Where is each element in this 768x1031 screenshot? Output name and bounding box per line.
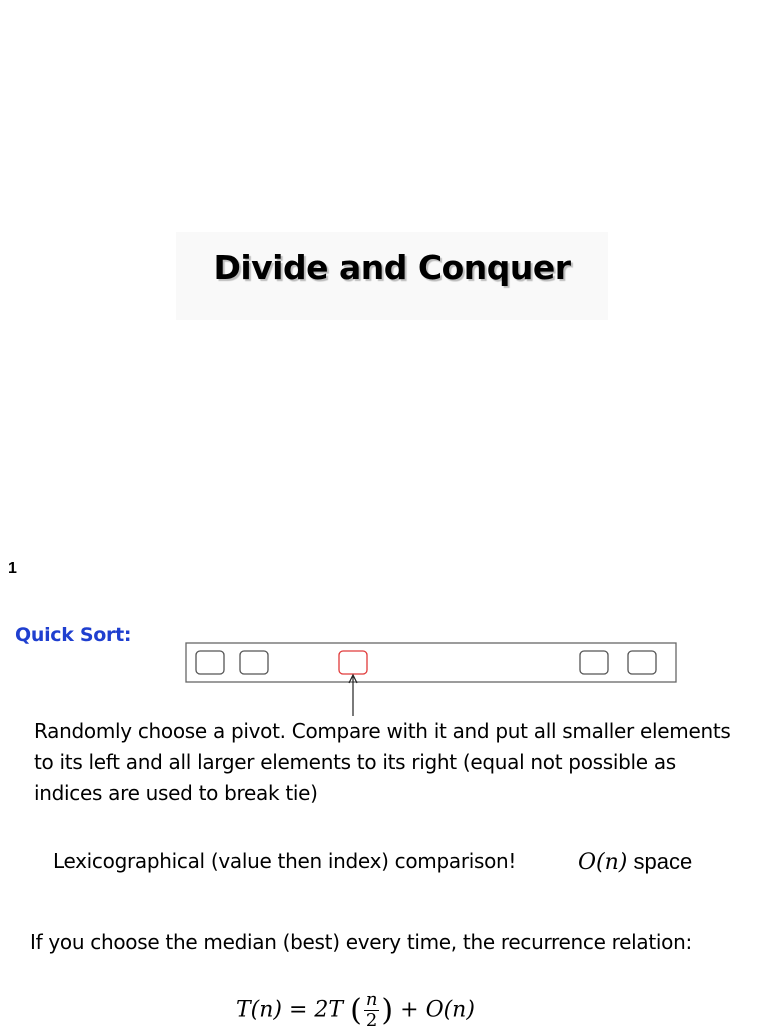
formula-fraction [364, 990, 380, 1031]
space-complexity [578, 849, 692, 875]
comparison-note: Lexicographical (value then index) comparison! [53, 849, 517, 873]
slide-title: Divide and Conquer [213, 248, 571, 287]
formula-rhs: + O(n) [400, 997, 475, 1023]
space-complexity-label: space [633, 849, 693, 874]
recurrence-formula [236, 990, 475, 1031]
formula-left-paren: ( [350, 993, 362, 1028]
space-complexity-math: O(n) [578, 850, 628, 875]
recurrence-intro: If you choose the median (best) every time, the recurrence relation: [30, 930, 692, 954]
quicksort-description: Randomly choose a pivot. Compare with it and put all smaller elements to its left and all larger elements to its right (equal not possible as indices are used to break tie) [34, 719, 731, 805]
formula-right-paren: ) [381, 993, 394, 1028]
quicksort-heading: Quick Sort: [15, 624, 132, 646]
formula-fraction-numerator: n [365, 989, 378, 1010]
formula-lhs: T(n) = 2T [236, 997, 344, 1023]
array-frame [186, 643, 676, 682]
formula-fraction-denominator: 2 [365, 1010, 378, 1031]
page-number: 1 [8, 560, 17, 577]
